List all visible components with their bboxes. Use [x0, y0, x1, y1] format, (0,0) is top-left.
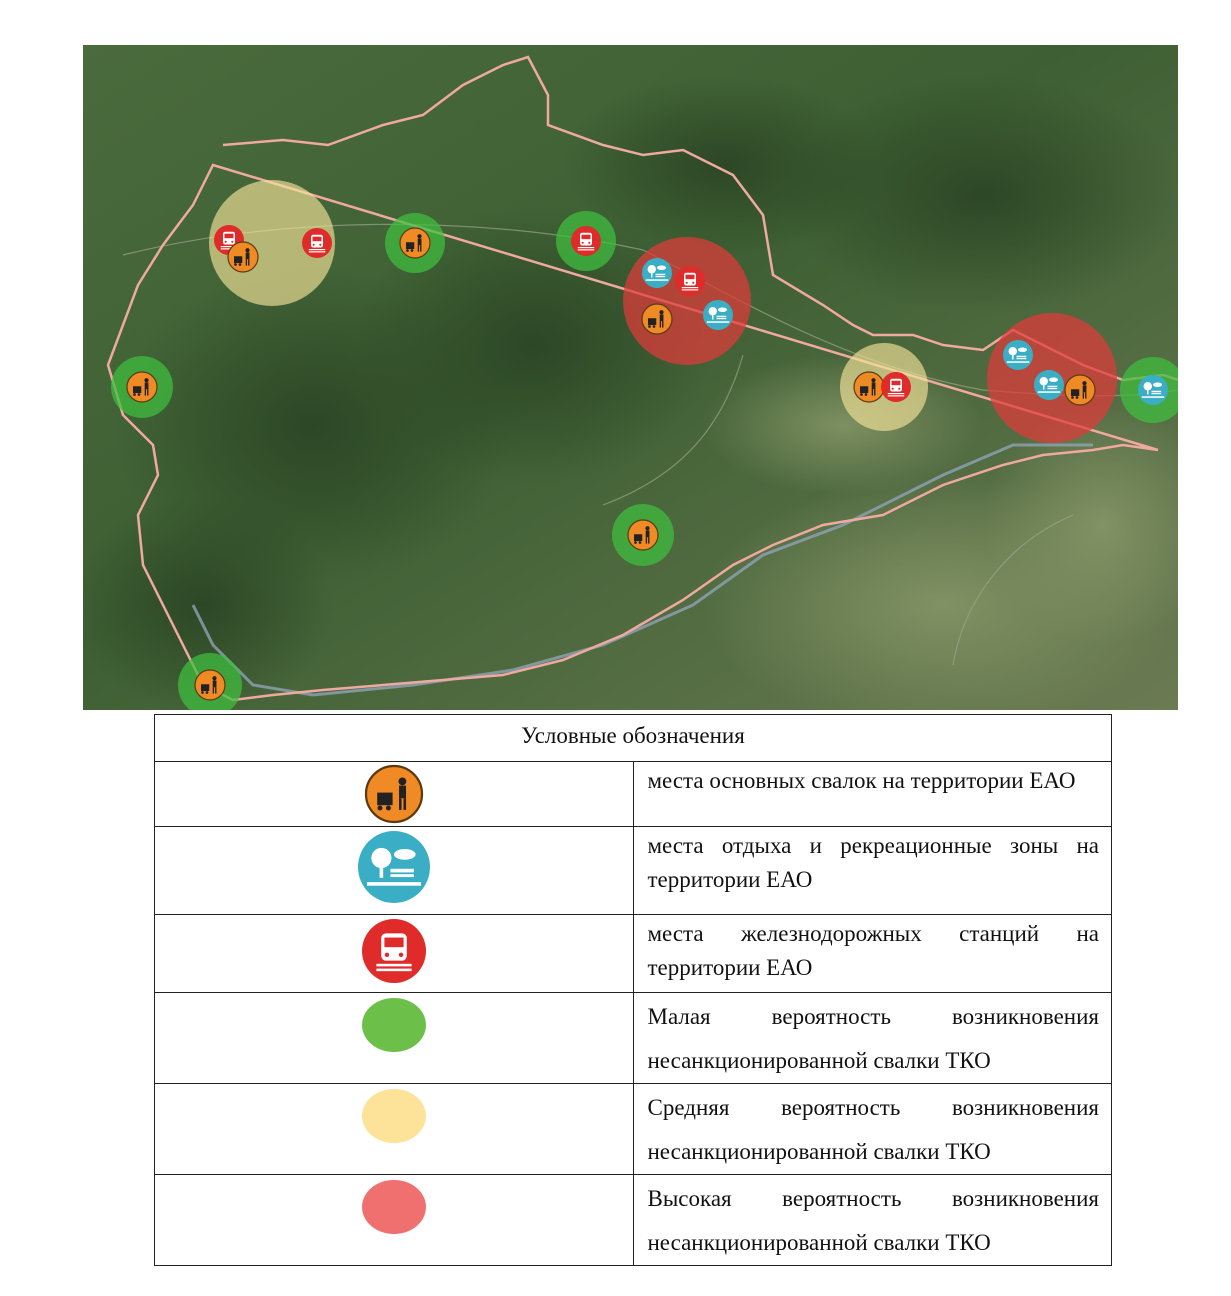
trees-bench-icon — [349, 827, 439, 907]
trees-bench-icon[interactable] — [1034, 370, 1064, 400]
train-icon — [352, 915, 436, 987]
risk-zone-low[interactable] — [612, 504, 674, 566]
risk-zone-medium[interactable] — [840, 343, 928, 431]
trees-bench-icon[interactable] — [703, 300, 733, 330]
legend-text-low: Малая вероятность возникновения несанкционированной свалки ТКО — [633, 993, 1112, 1084]
train-icon[interactable] — [302, 228, 332, 258]
dumpster-person-icon[interactable] — [642, 304, 672, 334]
trees-bench-icon[interactable] — [642, 258, 672, 288]
legend-row-low — [155, 993, 1112, 1084]
risk-zone-low[interactable] — [385, 213, 445, 273]
risk-zone-high[interactable] — [623, 237, 751, 365]
legend-title: Условные обозначения — [155, 715, 1112, 762]
train-icon[interactable] — [571, 226, 601, 256]
legend-row-high — [155, 1175, 1112, 1266]
legend-header-row — [155, 715, 1112, 762]
dumpster-person-icon[interactable] — [127, 372, 157, 402]
map-canvas — [83, 45, 1178, 710]
zone-circle-high — [623, 237, 751, 365]
risk-zone-high[interactable] — [987, 313, 1117, 443]
dumpster-person-icon[interactable] — [195, 670, 225, 700]
train-icon[interactable] — [675, 266, 705, 296]
risk-zone-low[interactable] — [556, 211, 616, 271]
legend-text-recreation: места отдыха и рекреационные зоны на территории ЕАО — [633, 827, 1112, 915]
dumpster-person-icon[interactable] — [1065, 375, 1095, 405]
legend-text-dump: места основных свалок на территории ЕАО — [633, 762, 1112, 827]
legend-row-recreation — [155, 827, 1112, 915]
legend-row-dump — [155, 762, 1112, 827]
green-circle-icon — [359, 993, 429, 1057]
trees-bench-icon[interactable] — [1138, 375, 1168, 405]
trees-bench-icon[interactable] — [1003, 340, 1033, 370]
dumpster-person-icon[interactable] — [628, 520, 658, 550]
satellite-map[interactable] — [83, 45, 1178, 710]
legend-icon-cell — [155, 827, 634, 915]
train-icon[interactable] — [881, 372, 911, 402]
risk-zone-medium[interactable] — [209, 180, 335, 306]
legend-icon-cell — [155, 993, 634, 1084]
legend-table — [154, 714, 1112, 1266]
legend-row-station — [155, 915, 1112, 993]
yellow-circle-icon — [359, 1084, 429, 1148]
legend-text-high: Высокая вероятность возникновения несанкционированной свалки ТКО — [633, 1175, 1112, 1266]
red-circle-icon — [359, 1175, 429, 1239]
dumpster-person-icon — [354, 762, 434, 826]
dumpster-person-icon[interactable] — [854, 372, 884, 402]
risk-zone-low[interactable] — [111, 356, 173, 418]
legend-icon-cell — [155, 762, 634, 827]
legend-icon-cell — [155, 915, 634, 993]
dumpster-person-icon[interactable] — [400, 228, 430, 258]
legend-row-medium — [155, 1084, 1112, 1175]
legend-icon-cell — [155, 1175, 634, 1266]
dumpster-person-icon[interactable] — [228, 242, 258, 272]
legend-text-medium: Средняя вероятность возникновения несанкционированной свалки ТКО — [633, 1084, 1112, 1175]
legend-icon-cell — [155, 1084, 634, 1175]
legend-text-station: места железнодорожных станций на территории ЕАО — [633, 915, 1112, 993]
